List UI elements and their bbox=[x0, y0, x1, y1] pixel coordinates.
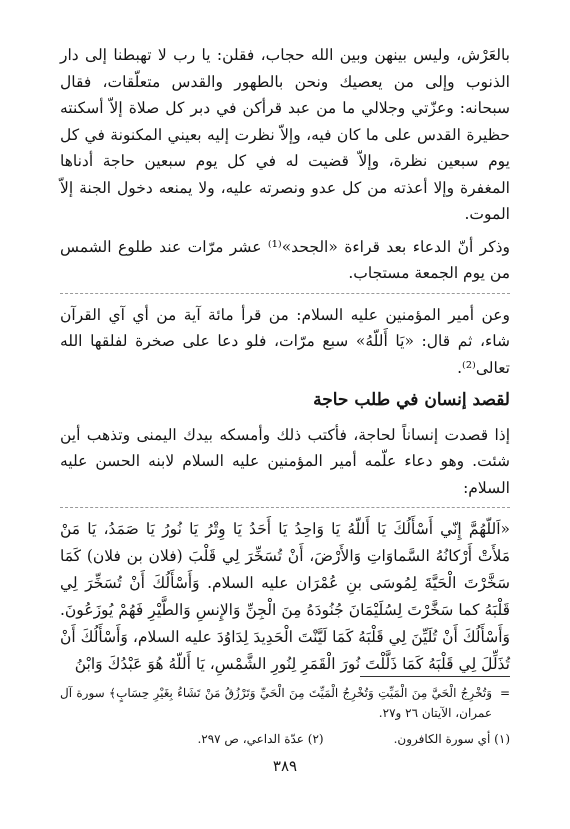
footnote-rule bbox=[360, 676, 510, 677]
dashed-separator-2 bbox=[60, 507, 510, 508]
footnote-references bbox=[60, 729, 510, 749]
footnote-continuation bbox=[60, 683, 510, 723]
paragraph-throne: بالعَرْش، وليس بينهن وبين الله حجاب، فقلن: يا رب لا تهبطنا إلى دار الذنوب وإلى من يعصيك ونحن بالطهور والقدس متعلّقات، فقال سبحانه: وعزّتي وجلالي ما من عبد قرأكن في دبر كل صلاة إلاّ أسكنته حظيرة القدس على ما كان فيه، وإلاّ نظرت إليه بعيني المكنونة في كل يوم سبعين نظرة، وإلاّ قضيت له في كل يوم سبعين حاجة أدناها المغفرة وإلا أعذته من كل عدو ونصرته عليه، ولا يمنعه دخول الجنة إلاّ الموت. bbox=[60, 46, 510, 223]
dashed-separator bbox=[60, 293, 510, 294]
footnote-ref-1: (١) أي سورة الكافرون. bbox=[393, 732, 510, 746]
footnotes bbox=[60, 676, 510, 749]
paragraph-jahd: وذكر أنّ الدعاء بعد قراءة «الجحد»⁽¹⁾ عشر مرّات عند طلوع الشمس من يوم الجمعة مستجاب. bbox=[60, 237, 510, 282]
footnote-text: وَتُخْرِجُ الْحَيَّ مِنَ الْمَيِّتِ وَتُخْرِجُ الْمَيِّتَ مِنَ الْحَيِّ وَتَرْزُقُ مَنْ تَشَاءُ بِغَيْرِ حِسَابٍ﴾ سورة آل عمران، الآيتان ٢٦ و٢٧. bbox=[60, 686, 492, 720]
footnote-ref-2: (٢) عدّة الداعي، ص ٢٩٧. bbox=[197, 732, 324, 746]
paragraph-intro: إذا قصدت إنساناً لحاجة، فأكتب ذلك وأمسكه بيدك اليمنى وتذهب أين شئت. وهو دعاء علّمه أمير المؤمنين عليه السلام لابنه الحسن عليه السلام: bbox=[60, 425, 510, 497]
main-text bbox=[60, 42, 510, 684]
footnote-mark: = bbox=[499, 686, 510, 700]
prayer-text: «اَللّهُمَّ إِنّي أَسْأَلُكَ يَا أَللّهُ يَا وَاحِدُ يَا أَحَدُ يَا وِتْرُ يَا نُورُ يَا صَمَدُ، يَا مَنْ مَلأَتْ أَرْكانُهُ السَّماوَاتِ وَالأَرْضَ، أَنْ تُسَخِّرَ لِي قَلْبَ (فلان بن فلان) كَمَا سَخَّرْتَ الْحَيَّةَ لِمُوسَى بنِ عُمْرَان عليه السلام. وَأَسْأَلُكَ أَنْ تُسَخِّرَ لِي قَلْبَهُ كما سَخَّرْتَ لِسُلَيْمَانَ جُنُودَهُ مِنَ الْجِنِّ وَالإِنسِ وَالطَّيْرِ فَهُمْ يُوزَعُونَ. وَأَسْأَلُكَ أَنْ تُلَيِّنَ لِي قَلْبَهُ كَمَا لَيَّنْتَ الْحَدِيدَ لِدَاوُدَ عليه السلام، وَأَسْأَلُكَ أَنْ تُذَلِّلَ لِي قَلْبَهُ كَمَا ذَلَّلْتَ نُورَ الْقَمَرِ لِنُورِ الشَّمْسِ، يَا أَللّهُ هُوَ عَبْدُكَ وَابْنُ bbox=[60, 520, 511, 673]
paragraph-amir: وعن أمير المؤمنين عليه السلام: من قرأ مائة آية من أي آي القرآن شاء، ثم قال: «يَا أَللّهُ» سبع مرّات، فلو دعا على صخرة لفلقها الله تعالى⁽²⁾. bbox=[60, 305, 510, 377]
section-heading: لقصد إنسان في طلب حاجة bbox=[313, 390, 510, 410]
page-number: ٣٨٩ bbox=[272, 757, 298, 775]
